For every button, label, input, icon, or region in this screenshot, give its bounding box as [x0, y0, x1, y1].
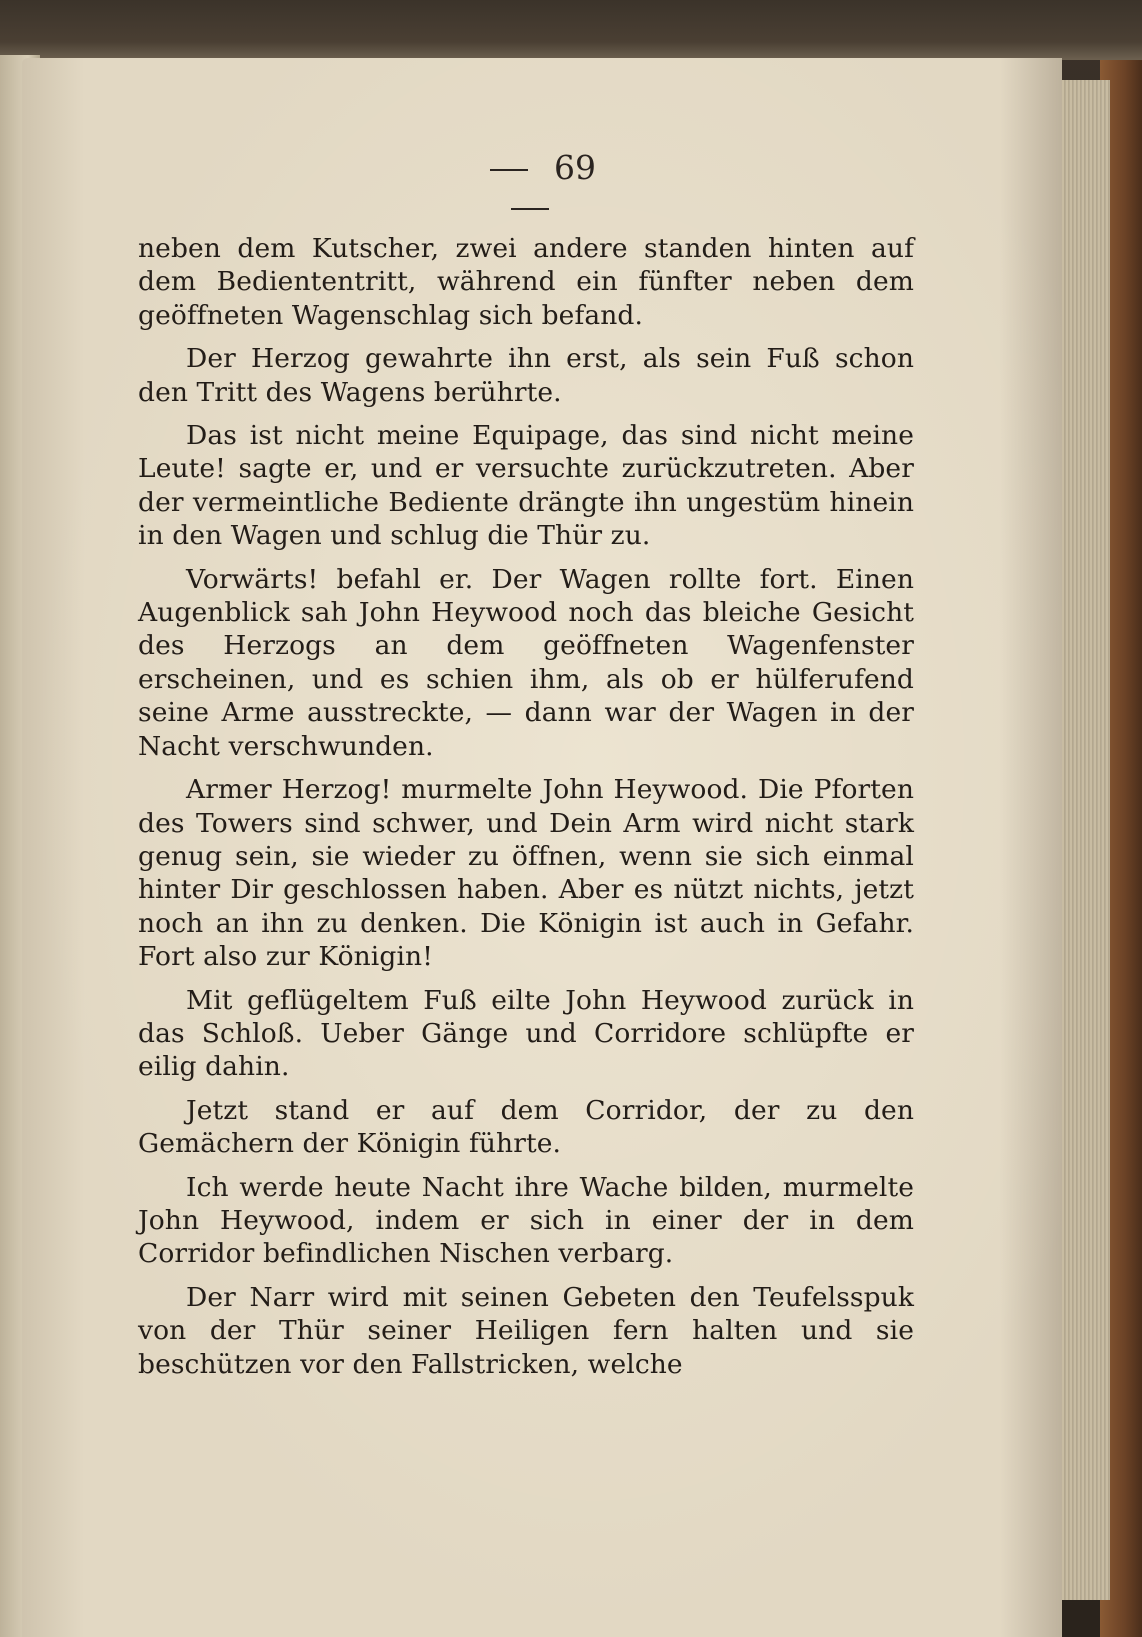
paragraph: Der Herzog gewahrte ihn erst, als sein Fuß schon den Tritt des Wagens berührte. — [138, 343, 914, 408]
page-text — [138, 232, 914, 1391]
paragraph: Ich werde heute Nacht ihre Wache bilden, murmelte John Heywood, indem er sich in einer der in dem Corridor befindlichen Nischen verbarg. — [138, 1171, 914, 1270]
header-dash-right — [511, 208, 549, 210]
page-block-edges — [1058, 80, 1110, 1600]
paragraph: Der Narr wird mit seinen Gebeten den Teufelsspuk von der Thür seiner Heiligen fern halten und sie beschützen vor den Fallstricken, welche — [138, 1281, 914, 1380]
paragraph: neben dem Kutscher, zwei andere standen hinten auf dem Bediententritt, während ein fünfter neben dem geöffneten Wagenschlag sich befand. — [138, 233, 914, 331]
paragraph: Armer Herzog! murmelte John Heywood. Die Pforten des Towers sind schwer, und Dein Arm wird nicht stark genug sein, sie wieder zu öffnen, wenn sie sich einmal hinter Dir geschlossen haben. Aber es nützt nichts, jetzt noch an ihn zu denken. Die Königin ist auch in Gefahr. Fort also zur Königin! — [138, 774, 914, 973]
scanner-background — [0, 0, 1142, 60]
paragraph: Vorwärts! befahl er. Der Wagen rollte fort. Einen Augenblick sah John Heywood noch das bleiche Gesicht des Herzogs an dem geöffneten Wagenfenster erscheinen, und es schien ihm, als ob er hülferufend seine Arme ausstreckte, — dann war der Wagen in der Nacht verschwunden. — [138, 563, 914, 762]
page-header — [420, 148, 640, 198]
page-number: 69 — [554, 148, 596, 187]
paragraph: Mit geflügeltem Fuß eilte John Heywood zurück in das Schloß. Ueber Gänge und Corridore schlüpfte er eilig dahin. — [138, 984, 914, 1083]
paragraph: Jetzt stand er auf dem Corridor, der zu den Gemächern der Königin führte. — [138, 1094, 914, 1160]
paragraph: Das ist nicht meine Equipage, das sind nicht meine Leute! sagte er, und er versuchte zurückzutreten. Aber der vermeintliche Bediente drängte ihn ungestüm hinein in den Wagen und schlug die Thür zu. — [138, 420, 914, 552]
header-dash-left — [490, 169, 528, 171]
